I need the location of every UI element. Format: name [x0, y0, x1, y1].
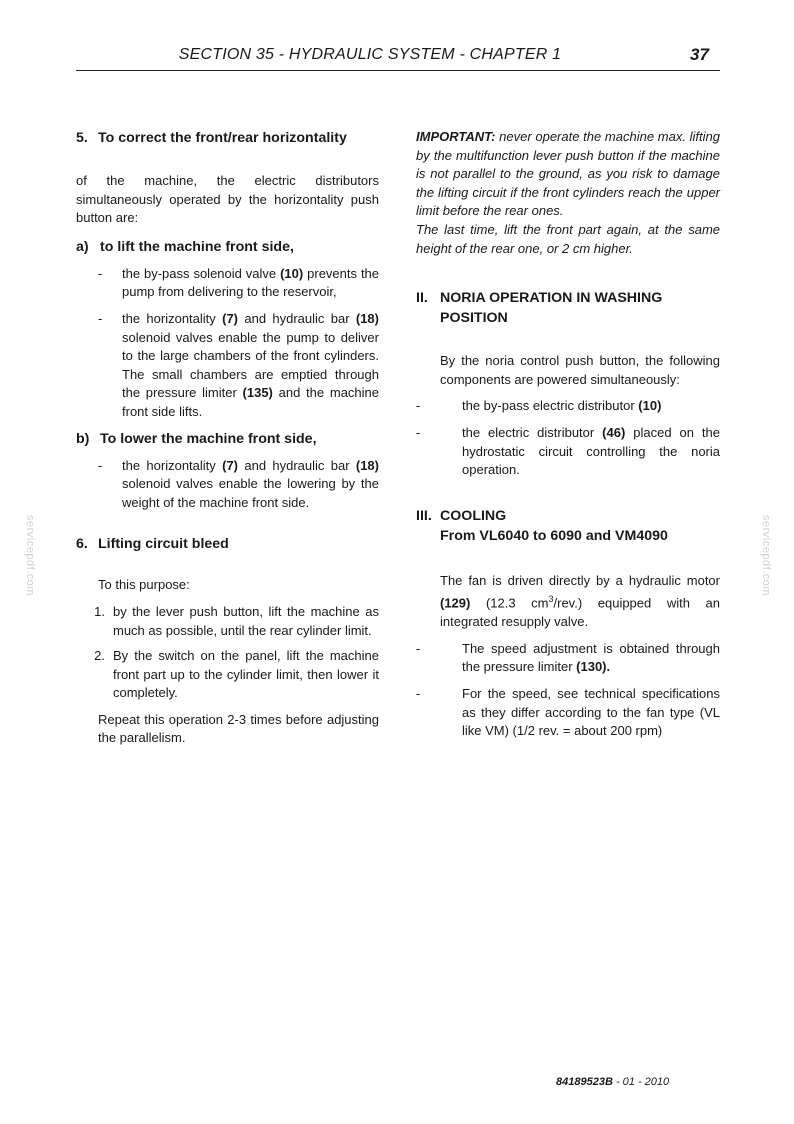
list-dash: -	[416, 424, 421, 440]
step-text: by the lever push button, lift the machine as much as possible, until the rear cylinder limit.	[113, 603, 379, 638]
footer-date: - 01 - 2010	[612, 1076, 670, 1088]
list-dash: -	[98, 457, 103, 473]
step-text: By the switch on the panel, lift the machine front part up to the cylinder limit, then lower it completely.	[113, 648, 379, 701]
list-item-text: For the speed, see technical specifications as they differ according to the fan type (VL like VM) (1/2 rev. = about 200 rpm)	[462, 686, 720, 739]
list-item-text: The speed adjustment is obtained through the pressure limiter (130).	[462, 640, 720, 675]
section-iii-intro: The fan is driven directly by a hydraulic motor (129) (12.3 $cm^3/rev$.) equipped with an integrated resupply valve.	[440, 572, 720, 630]
section-iii-title: COOLING	[440, 507, 507, 524]
subsection-b-number: b)	[76, 430, 90, 447]
section-ii-heading	[416, 288, 720, 328]
subsection-a-heading	[76, 237, 379, 257]
important-note-2: The last time, lift the front part again, at the same height of the rear one, or 2 cm higher.	[416, 221, 720, 256]
list-item-text: the horizontality (7) and hydraulic bar (18) solenoid valves enable the lowering by the weight of the machine front side.	[122, 457, 379, 510]
important-note: IMPORTANT: never operate the machine max. lifting by the multifunction lever push button if the machine is not parallel to the ground, as you risk to damage the lifting circuit if the front cylinders reach the upper limit before the rear ones.	[416, 129, 720, 219]
subsection-b-heading	[76, 429, 379, 449]
list-item-text: the electric distributor (46) placed on the hydrostatic circuit controlling the noria operation.	[462, 424, 720, 478]
header-title: SECTION 35 - HYDRAULIC SYSTEM - CHAPTER 1	[178, 46, 562, 63]
list-item-text: the by-pass electric distributor (10)	[462, 398, 662, 414]
list-item-text: the horizontality (7) and hydraulic bar (18) solenoid valves enable the pump to deliver to the large chambers of the front cylinders. The small chambers are emptied through the pressure limiter (135) and the machine front side lifts.	[122, 310, 379, 419]
section-5-title: To correct the front/rear horizontality	[98, 130, 347, 146]
step-number: 1.	[94, 603, 105, 619]
section-6-title: Lifting circuit bleed	[98, 536, 229, 553]
section-6-number: 6.	[76, 536, 88, 553]
step-number: 2.	[94, 648, 105, 664]
header-rule	[76, 70, 720, 71]
right-column	[416, 128, 720, 741]
list-item	[416, 424, 720, 480]
numbered-step	[76, 647, 379, 703]
list-item	[76, 310, 379, 422]
list-item	[76, 457, 379, 513]
section-6-intro: To this purpose:	[98, 577, 190, 593]
list-item	[416, 685, 720, 741]
section-iii-number: III.	[416, 507, 432, 524]
page-number: 37	[690, 45, 709, 64]
section-5-heading	[76, 128, 379, 148]
subsection-b-title: To lower the machine front side,	[100, 430, 317, 447]
important-label: IMPORTANT:	[416, 129, 496, 144]
section-6-outro: Repeat this operation 2-3 times before adjusting the parallelism.	[98, 711, 379, 746]
footer	[556, 1076, 669, 1088]
list-item-text: the by-pass solenoid valve (10) prevents the pump from delivering to the reservoir,	[122, 265, 380, 300]
section-5-intro: of the machine, the electric distributors simultaneously operated by the horizontality push button are:	[76, 173, 379, 226]
list-dash: -	[416, 398, 421, 414]
numbered-step	[76, 603, 379, 640]
section-6-heading	[76, 534, 379, 554]
section-5-number: 5.	[76, 130, 88, 146]
list-dash: -	[98, 310, 103, 326]
watermark-left: servicepdf.com	[24, 515, 36, 596]
watermark-right: servicepdf.com	[760, 515, 772, 596]
section-iii-heading	[416, 506, 720, 526]
section-iii-subtitle: From VL6040 to 6090 and VM4090	[440, 527, 668, 544]
left-column	[76, 128, 379, 748]
list-dash: -	[416, 686, 421, 702]
list-item	[416, 397, 720, 416]
list-dash: -	[416, 640, 421, 656]
subsection-a-number: a)	[76, 238, 89, 255]
section-ii-number: II.	[416, 290, 428, 307]
subsection-a-title: to lift the machine front side,	[100, 238, 294, 255]
list-dash: -	[98, 265, 103, 281]
footer-code: 84189523B	[556, 1076, 613, 1088]
list-item	[416, 640, 720, 677]
list-item	[76, 265, 379, 302]
section-ii-intro: By the noria control push button, the following components are powered simultaneously:	[440, 353, 720, 387]
section-ii-title: NORIA OPERATION IN WASHING POSITION	[440, 290, 663, 327]
